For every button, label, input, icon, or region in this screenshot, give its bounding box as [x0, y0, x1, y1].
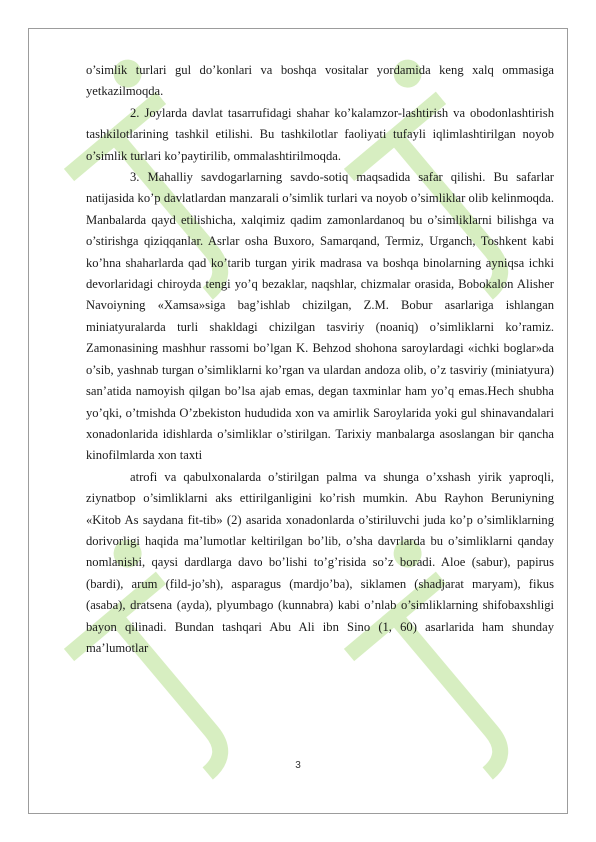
page-number: 3 [295, 760, 301, 771]
paragraph: atrofi va qabulxonalarda o’stirilgan palma va shunga o’xshash yirik yaproqli, ziynatbop o’simliklarni aks ettirilganligini ko’rish mumkin. Abu Rayhon Beruniyning «Kitob As saydana fit-tib» (2) asarida xonadonlarda o’stiriluvchi juda ko’p o’simliklarning dorivorligi haqida ma’lumotlar keltirilgan bo’lib, o’sha davrlarda bu o’simliklarni qanday nomlanishi, qaysi dardlarga davo bo’lishi to’g’risida so’z boradi. Aloe (sabur), papirus (bardi), arum (fild-jo’sh), asparagus (mardjo’ba), siklamen (shadjarat maryam), fikus (asaba), dratsena (ayda), plyumbago (kunnabra) kabi o’nlab o’simliklarning shifobaxshligi bayon qilinadi. Bundan tashqari Abu Ali ibn Sino (1, 60) asarlarida ham shunday ma’lumotlar [86, 469, 554, 655]
paragraph: 3. Mahalliy savdogarlarning savdo-sotiq maqsadida safar qilishi. Bu safarlar natijasida ko’p davlatlardan manzarali o’simlik turlari va noyob o’simliklar olib kelinmoqda. Manbalarda qayd etilishicha, xalqimiz qadim zamonlardanoq bu o’simliklarni bilishga va o’stirishga qiziqqanlar. Asrlar osha Buxoro, Samarqand, Termiz, Urganch, Toshkent kabi ko’hna shaharlarda qad ko’tarib turgan yirik madrasa va boshqa binolarning ayniqsa ichki devorlaridagi chiroyda tengi yo’q bezaklar, naqshlar, chizmalar orasida, Bobokalon Alisher Navoiyning «Xamsa»siga bag’ishlab chizilgan, Z.M. Bobur asarlariga ishlangan miniatyuralarda turli shakldagi chizilgan tasviriy (noaniq) o’simliklarni ko’ramiz. Zamonasining mashhur rassomi bo’lgan K. Behzod shohona saroylardagi «ichki boglar»da o’sib, yashnab turgan o’simliklarni ko’rgan va ulardan andoza olib, o’z tasviriy (miniatyura) san’atida namoyish qilgan bo’lsa ajab emas, degan taxminlar ham yo’q emas.Hech shubha yo’qki, o’tmishda O’zbekiston hududida xon va amirlik Saroylarida yoki gul shinavandalari xonadonlarida idishlarda o’simliklar o’stirilgan. Tarixiy manbalarga asoslangan bir qancha kinofilmlarda xon taxti [86, 170, 554, 463]
body-text [86, 60, 554, 659]
paragraph: o’simlik turlari gul do’konlari va boshqa vositalar yordamida keng xalq ommasiga yetkazilmoqda. [86, 63, 554, 99]
paragraph: 2. Joylarda davlat tasarrufidagi shahar ko’kalamzor-lashtirish va obodonlashtirish tashkilotlarining tashkil etilishi. Bu tashkilotlar faoliyati tufayli iqlimlashtirilgan noyob o’simlik turlari ko’paytirilib, ommalashtirilmoqda. [86, 105, 554, 163]
